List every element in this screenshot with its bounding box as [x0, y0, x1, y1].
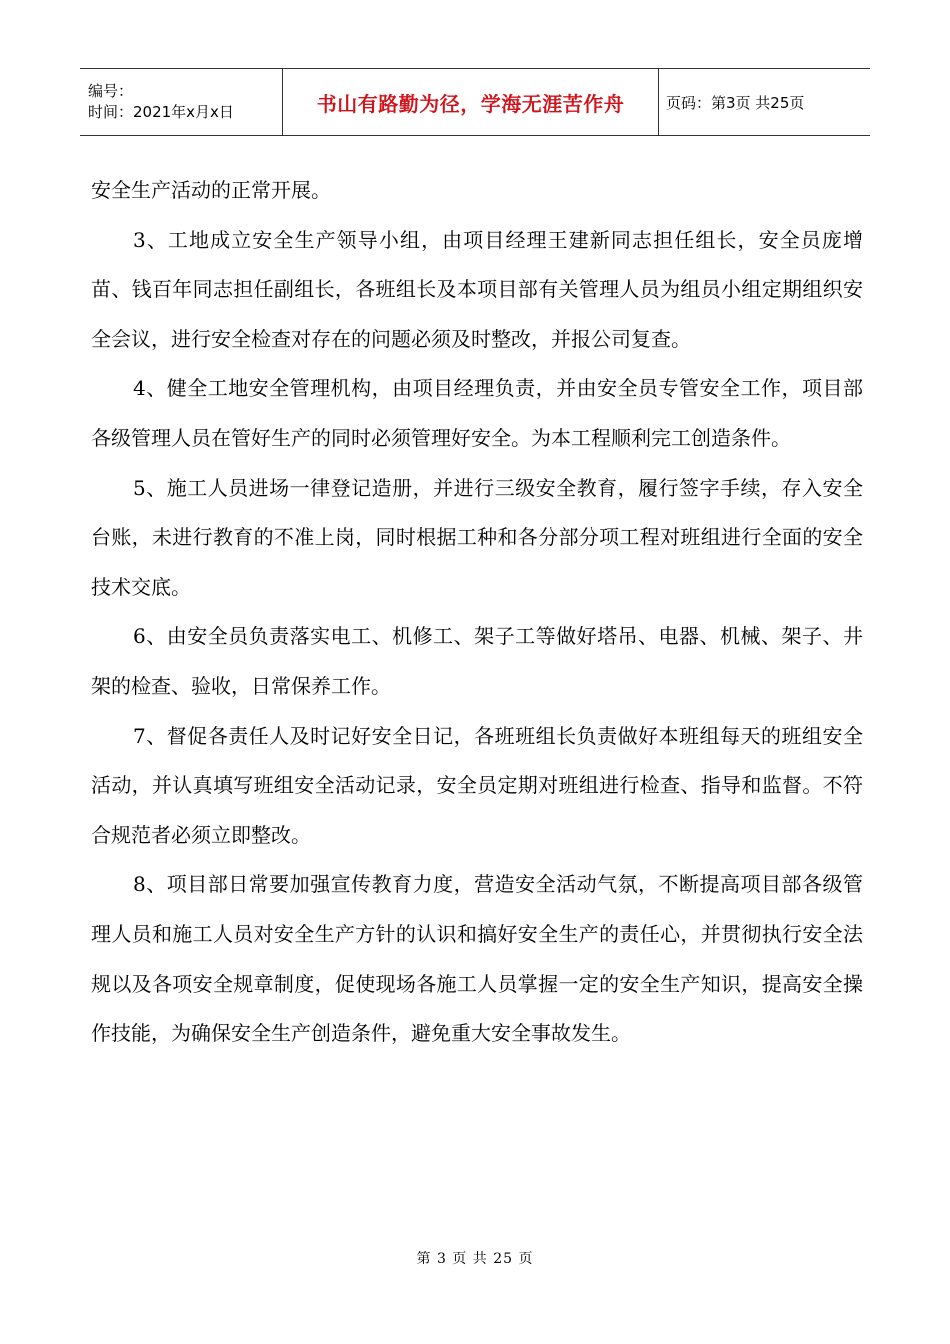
page-header [80, 68, 870, 136]
document-body [91, 166, 863, 1059]
header-motto: 书山有路勤为径，学海无涯苦作舟 [316, 91, 625, 116]
header-page-info: 页码：第3页 共25页 [666, 93, 805, 112]
document-time-label: 时间：2021年x月x日 [88, 103, 234, 121]
paragraph-item-6: 6、由安全员负责落实电工、机修工、架子工等做好塔吊、电器、机械、架子、井架的检查、验收，日常保养工作。 [91, 624, 863, 698]
header-meta [80, 69, 282, 135]
header-motto-cell [282, 69, 659, 135]
paragraph-item-3: 3、工地成立安全生产领导小组，由项目经理王建新同志担任组长，安全员庞增苗、钱百年同志担任副组长，各班组长及本项目部有关管理人员为组员小组定期组织安全会议，进行安全检查对存在的问题必须及时整改，并报公司复查。 [91, 227, 863, 351]
document-number-label: 编号： [88, 82, 134, 100]
paragraph-item-7: 7、督促各责任人及时记好安全日记，各班班组长负责做好本班组每天的班组安全活动，并认真填写班组安全活动记录，安全员定期对班组进行检查、指导和监督。不符合规范者必须立即整改。 [91, 723, 863, 847]
paragraph-item-5: 5、施工人员进场一律登记造册，并进行三级安全教育，履行签字手续，存入安全台账，未进行教育的不准上岗，同时根据工种和各分部分项工程对班组进行全面的安全技术交底。 [91, 475, 863, 599]
footer-page-number: 第 3 页 共 25 页 [416, 1251, 534, 1267]
paragraph-item-4: 4、健全工地安全管理机构，由项目经理负责，并由安全员专管安全工作，项目部各级管理人员在管好生产的同时必须管理好安全。为本工程顺利完工创造条件。 [91, 376, 863, 450]
header-page-info-cell [659, 69, 870, 135]
paragraph-continuation: 安全生产活动的正常开展。 [91, 178, 331, 202]
page-footer [0, 1248, 950, 1268]
paragraph-item-8: 8、项目部日常要加强宣传教育力度，营造安全活动气氛，不断提高项目部各级管理人员和施工人员对安全生产方针的认识和搞好安全生产的责任心，并贯彻执行安全法规以及各项安全规章制度，促使现场各施工人员掌握一定的安全生产知识，提高安全操作技能，为确保安全生产创造条件，避免重大安全事故发生。 [91, 872, 863, 1046]
